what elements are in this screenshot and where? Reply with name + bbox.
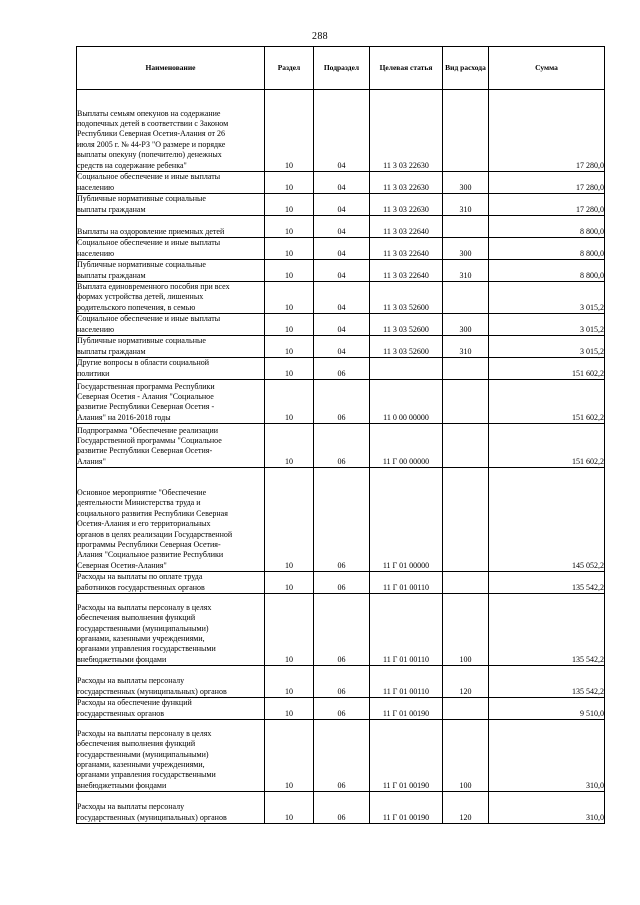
table-row <box>77 380 605 424</box>
row-amount-cell: 135 542,2 <box>489 666 605 698</box>
row-subsection-cell: 06 <box>314 468 370 572</box>
row-section-cell: 10 <box>265 572 314 594</box>
row-amount-cell: 310,0 <box>489 720 605 792</box>
row-subsection-cell: 06 <box>314 358 370 380</box>
row-subsection-cell: 06 <box>314 572 370 594</box>
row-target-cell: 11 Г 01 00110 <box>370 572 443 594</box>
row-expense-type-cell <box>443 358 489 380</box>
header-section: Раздел <box>265 47 314 90</box>
row-amount-cell: 3 015,2 <box>489 282 605 314</box>
row-name-cell: Подпрограмма "Обеспечение реализации Государственной программы "Социальное развитие Республики Северная Осетия- Алания" <box>77 424 265 468</box>
row-subsection-cell: 04 <box>314 314 370 336</box>
row-target-cell: 11 Г 01 00000 <box>370 468 443 572</box>
row-target-cell: 11 Г 01 00190 <box>370 720 443 792</box>
table-header-row <box>77 47 605 90</box>
table-row <box>77 216 605 238</box>
row-name-cell: Расходы на выплаты персоналу государственных (муниципальных) органов <box>77 666 265 698</box>
row-name-cell: Государственная программа Республики Северная Осетия - Алания "Социальное развитие Республики Северная Осетия - Алания" на 2016-2018 годы <box>77 380 265 424</box>
row-expense-type-cell: 300 <box>443 314 489 336</box>
row-section-cell: 10 <box>265 172 314 194</box>
row-amount-cell: 151 602,2 <box>489 358 605 380</box>
row-amount-cell: 145 052,2 <box>489 468 605 572</box>
row-target-cell: 11 Г 01 00190 <box>370 698 443 720</box>
row-amount-cell: 8 800,0 <box>489 260 605 282</box>
row-expense-type-cell: 100 <box>443 594 489 666</box>
row-expense-type-cell <box>443 424 489 468</box>
table-row <box>77 194 605 216</box>
row-expense-type-cell <box>443 282 489 314</box>
row-section-cell: 10 <box>265 698 314 720</box>
row-expense-type-cell <box>443 468 489 572</box>
table-row <box>77 468 605 572</box>
row-target-cell: 11 3 03 22640 <box>370 260 443 282</box>
budget-table <box>76 46 605 824</box>
row-subsection-cell: 06 <box>314 424 370 468</box>
row-section-cell: 10 <box>265 314 314 336</box>
row-subsection-cell: 06 <box>314 380 370 424</box>
row-expense-type-cell: 310 <box>443 260 489 282</box>
row-target-cell <box>370 358 443 380</box>
row-amount-cell: 8 800,0 <box>489 216 605 238</box>
row-subsection-cell: 04 <box>314 90 370 172</box>
row-amount-cell: 17 280,0 <box>489 90 605 172</box>
row-subsection-cell: 04 <box>314 336 370 358</box>
row-target-cell: 11 3 03 52600 <box>370 282 443 314</box>
table-row <box>77 424 605 468</box>
table-row <box>77 336 605 358</box>
row-section-cell: 10 <box>265 468 314 572</box>
header-expense-type: Вид расхода <box>443 47 489 90</box>
table-row <box>77 282 605 314</box>
row-amount-cell: 9 510,0 <box>489 698 605 720</box>
row-amount-cell: 135 542,2 <box>489 572 605 594</box>
row-subsection-cell: 04 <box>314 216 370 238</box>
row-name-cell: Выплата единовременного пособия при всех формах устройства детей, лишенных родительского попечения, в семью <box>77 282 265 314</box>
row-target-cell: 11 3 03 22630 <box>370 90 443 172</box>
row-subsection-cell: 06 <box>314 698 370 720</box>
header-subsection: Подраздел <box>314 47 370 90</box>
row-section-cell: 10 <box>265 424 314 468</box>
row-name-cell: Расходы на выплаты персоналу в целях обеспечения выполнения функций государственными (муниципальными) органами, казенными учреждениями, органами управления государственными внебюджетными фондами <box>77 594 265 666</box>
row-subsection-cell: 06 <box>314 720 370 792</box>
row-section-cell: 10 <box>265 90 314 172</box>
row-name-cell: Социальное обеспечение и иные выплаты населению <box>77 314 265 336</box>
table-row <box>77 358 605 380</box>
row-target-cell: 11 Г 01 00190 <box>370 792 443 824</box>
table-row <box>77 572 605 594</box>
table-row <box>77 172 605 194</box>
row-section-cell: 10 <box>265 358 314 380</box>
table-row <box>77 238 605 260</box>
row-subsection-cell: 06 <box>314 792 370 824</box>
table-row <box>77 260 605 282</box>
row-amount-cell: 310,0 <box>489 792 605 824</box>
row-section-cell: 10 <box>265 238 314 260</box>
row-section-cell: 10 <box>265 216 314 238</box>
row-section-cell: 10 <box>265 260 314 282</box>
row-expense-type-cell <box>443 698 489 720</box>
table-row <box>77 698 605 720</box>
row-expense-type-cell: 300 <box>443 238 489 260</box>
row-section-cell: 10 <box>265 282 314 314</box>
row-subsection-cell: 04 <box>314 238 370 260</box>
table-row <box>77 720 605 792</box>
row-amount-cell: 17 280,0 <box>489 172 605 194</box>
table-row <box>77 314 605 336</box>
row-name-cell: Социальное обеспечение и иные выплаты населению <box>77 172 265 194</box>
table-row <box>77 666 605 698</box>
row-name-cell: Расходы на обеспечение функций государственных органов <box>77 698 265 720</box>
header-target: Целевая статья <box>370 47 443 90</box>
row-expense-type-cell <box>443 572 489 594</box>
row-section-cell: 10 <box>265 194 314 216</box>
row-expense-type-cell <box>443 90 489 172</box>
row-name-cell: Расходы на выплаты персоналу государственных (муниципальных) органов <box>77 792 265 824</box>
row-subsection-cell: 04 <box>314 172 370 194</box>
row-section-cell: 10 <box>265 720 314 792</box>
table-row <box>77 594 605 666</box>
row-subsection-cell: 06 <box>314 666 370 698</box>
row-name-cell: Расходы на выплаты персоналу в целях обеспечения выполнения функций государственными (муниципальными) органами, казенными учреждениями, органами управления государственными внебюджетными фондами <box>77 720 265 792</box>
row-section-cell: 10 <box>265 792 314 824</box>
row-expense-type-cell: 120 <box>443 792 489 824</box>
row-target-cell: 11 Г 00 00000 <box>370 424 443 468</box>
row-amount-cell: 3 015,2 <box>489 336 605 358</box>
row-expense-type-cell: 310 <box>443 336 489 358</box>
row-amount-cell: 8 800,0 <box>489 238 605 260</box>
row-target-cell: 11 3 03 22640 <box>370 216 443 238</box>
page-number: 288 <box>312 31 328 42</box>
row-expense-type-cell: 300 <box>443 172 489 194</box>
row-subsection-cell: 04 <box>314 260 370 282</box>
row-name-cell: Публичные нормативные социальные выплаты гражданам <box>77 260 265 282</box>
row-name-cell: Выплаты семьям опекунов на содержание подопечных детей в соответствии с Законом Республики Северная Осетия-Алания от 26 июля 2005 г. № 44-РЗ "О размере и порядке выплаты опекуну (попечителю) денежных средств на содержание ребенка" <box>77 90 265 172</box>
row-target-cell: 11 Г 01 00110 <box>370 594 443 666</box>
row-section-cell: 10 <box>265 666 314 698</box>
row-name-cell: Публичные нормативные социальные выплаты гражданам <box>77 336 265 358</box>
row-target-cell: 11 3 03 52600 <box>370 314 443 336</box>
row-subsection-cell: 04 <box>314 194 370 216</box>
row-subsection-cell: 04 <box>314 282 370 314</box>
row-amount-cell: 151 602,2 <box>489 380 605 424</box>
row-name-cell: Основное мероприятие "Обеспечение деятельности Министерства труда и социального развития Республики Северная Осетия-Алания и его территориальных органов в целях реализации Государственной программы Республики Северная Осетия- Алания "Социальное развитие Республики Северная Осетия-Алания" <box>77 468 265 572</box>
row-target-cell: 11 3 03 22630 <box>370 172 443 194</box>
row-name-cell: Расходы на выплаты по оплате труда работников государственных органов <box>77 572 265 594</box>
row-name-cell: Социальное обеспечение и иные выплаты населению <box>77 238 265 260</box>
row-name-cell: Другие вопросы в области социальной политики <box>77 358 265 380</box>
row-expense-type-cell: 120 <box>443 666 489 698</box>
row-amount-cell: 17 280,0 <box>489 194 605 216</box>
row-target-cell: 11 3 03 22640 <box>370 238 443 260</box>
table-row <box>77 90 605 172</box>
row-subsection-cell: 06 <box>314 594 370 666</box>
row-amount-cell: 135 542,2 <box>489 594 605 666</box>
row-amount-cell: 151 602,2 <box>489 424 605 468</box>
header-name: Наименование <box>77 47 265 90</box>
header-amount: Сумма <box>489 47 605 90</box>
row-target-cell: 11 3 03 22630 <box>370 194 443 216</box>
table-row <box>77 792 605 824</box>
row-amount-cell: 3 015,2 <box>489 314 605 336</box>
row-section-cell: 10 <box>265 594 314 666</box>
row-section-cell: 10 <box>265 380 314 424</box>
row-expense-type-cell <box>443 216 489 238</box>
row-name-cell: Выплаты на оздоровление приемных детей <box>77 216 265 238</box>
row-expense-type-cell: 310 <box>443 194 489 216</box>
row-name-cell: Публичные нормативные социальные выплаты гражданам <box>77 194 265 216</box>
row-target-cell: 11 0 00 00000 <box>370 380 443 424</box>
row-section-cell: 10 <box>265 336 314 358</box>
row-target-cell: 11 Г 01 00110 <box>370 666 443 698</box>
row-target-cell: 11 3 03 52600 <box>370 336 443 358</box>
row-expense-type-cell: 100 <box>443 720 489 792</box>
row-expense-type-cell <box>443 380 489 424</box>
